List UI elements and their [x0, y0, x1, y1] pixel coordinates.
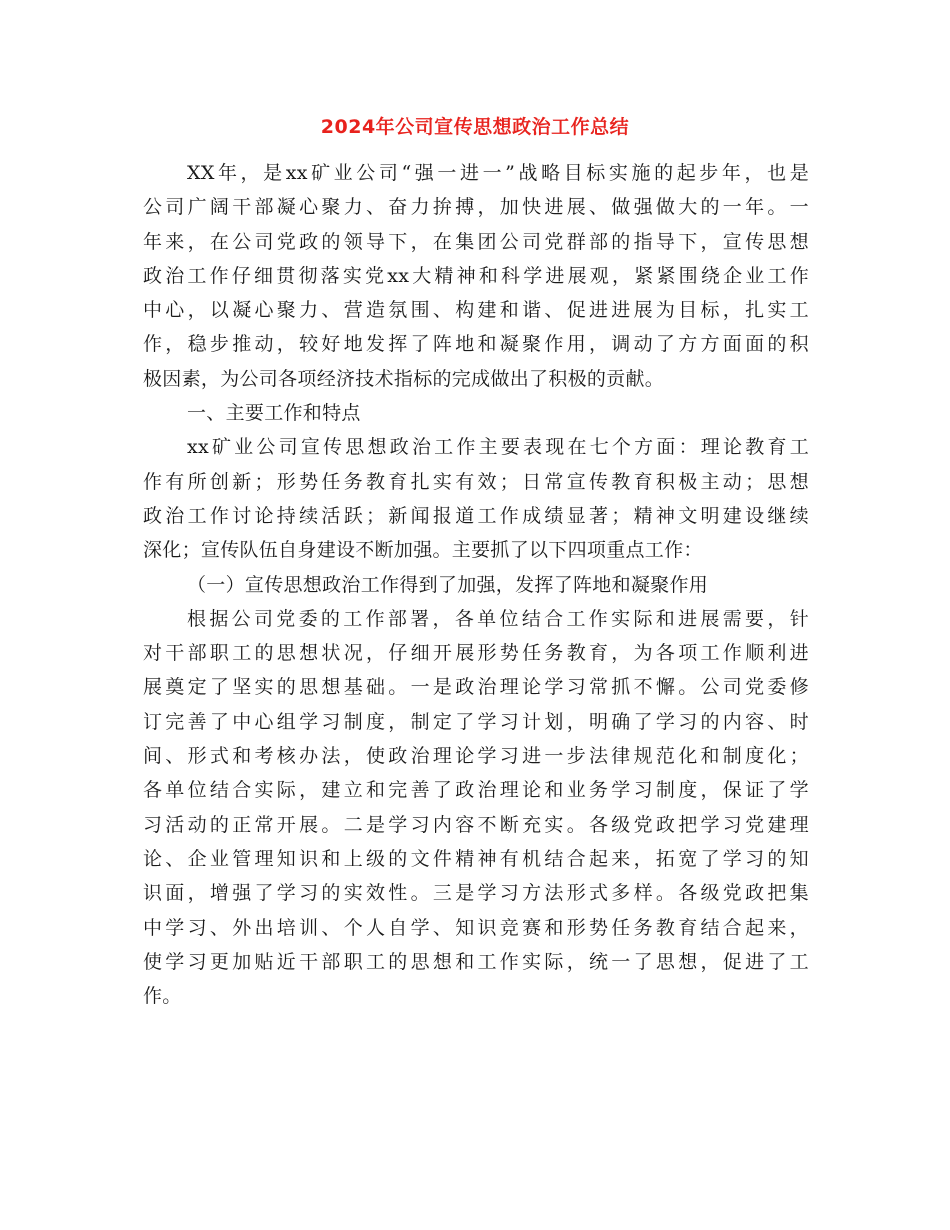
document-line: 论、企业管理知识和上级的文件精神有机结合起来，拓宽了学习的知	[143, 847, 809, 870]
document-line: 政治工作仔细贯彻落实党xx大精神和科学进展观，紧紧围绕企业工作	[143, 264, 809, 287]
document-line: 公司广阔干部凝心聚力、奋力拚搏，加快进展、做强做大的一年。一	[143, 196, 809, 219]
document-line: 习活动的正常开展。二是学习内容不断充实。各级党政把学习党建理	[143, 813, 809, 836]
document-line: 对干部职工的思想状况，仔细开展形势任务教育，为各项工作顺利进	[143, 642, 809, 665]
document-line: 作。	[143, 985, 182, 1008]
document-line: 中学习、外出培训、个人自学、知识竞赛和形势任务教育结合起来，	[143, 916, 809, 939]
document-line: 作有所创新；形势任务教育扎实有效；日常宣传教育积极主动；思想	[143, 470, 809, 493]
document-line: 年来，在公司党政的领导下，在集团公司党群部的指导下，宣传思想	[143, 230, 809, 253]
document-line: 间、形式和考核办法，使政治理论学习进一步法律规范化和制度化；	[143, 745, 809, 768]
document-line: 使学习更加贴近干部职工的思想和工作实际，统一了思想，促进了工	[143, 950, 809, 973]
document-line: 订完善了中心组学习制度，制定了学习计划，明确了学习的内容、时	[143, 710, 809, 733]
document-line: 作，稳步推动，较好地发挥了阵地和凝聚作用，调动了方方面面的积	[143, 333, 809, 356]
document-line: 根据公司党委的工作部署，各单位结合工作实际和进展需要，针	[187, 607, 809, 630]
document-line: 政治工作讨论持续活跃；新闻报道工作成绩显著；精神文明建设继续	[143, 504, 809, 527]
document-body	[143, 156, 809, 1013]
document-line: 一、主要工作和特点	[187, 402, 361, 425]
document-line: 深化；宣传队伍自身建设不断加强。主要抓了以下四项重点工作：	[143, 539, 703, 562]
document-line: xx矿业公司宣传思想政治工作主要表现在七个方面：理论教育工	[187, 436, 809, 459]
document-line: 展奠定了坚实的思想基础。一是政治理论学习常抓不懈。公司党委修	[143, 676, 809, 699]
document-line: 极因素，为公司各项经济技术指标的完成做出了积极的贡献。	[143, 367, 665, 390]
document-line: 各单位结合实际，建立和完善了政治理论和业务学习制度，保证了学	[143, 779, 809, 802]
document-line: （一）宣传思想政治工作得到了加强，发挥了阵地和凝聚作用	[187, 573, 709, 596]
document-title: 2024年公司宣传思想政治工作总结	[320, 116, 630, 138]
document-line: 识面，增强了学习的实效性。三是学习方法形式多样。各级党政把集	[143, 882, 809, 905]
document-line: XX年，是xx矿业公司“强一进一”战略目标实施的起步年，也是	[187, 162, 809, 184]
document-line: 中心，以凝心聚力、营造氛围、构建和谐、促进进展为目标，扎实工	[143, 299, 809, 322]
